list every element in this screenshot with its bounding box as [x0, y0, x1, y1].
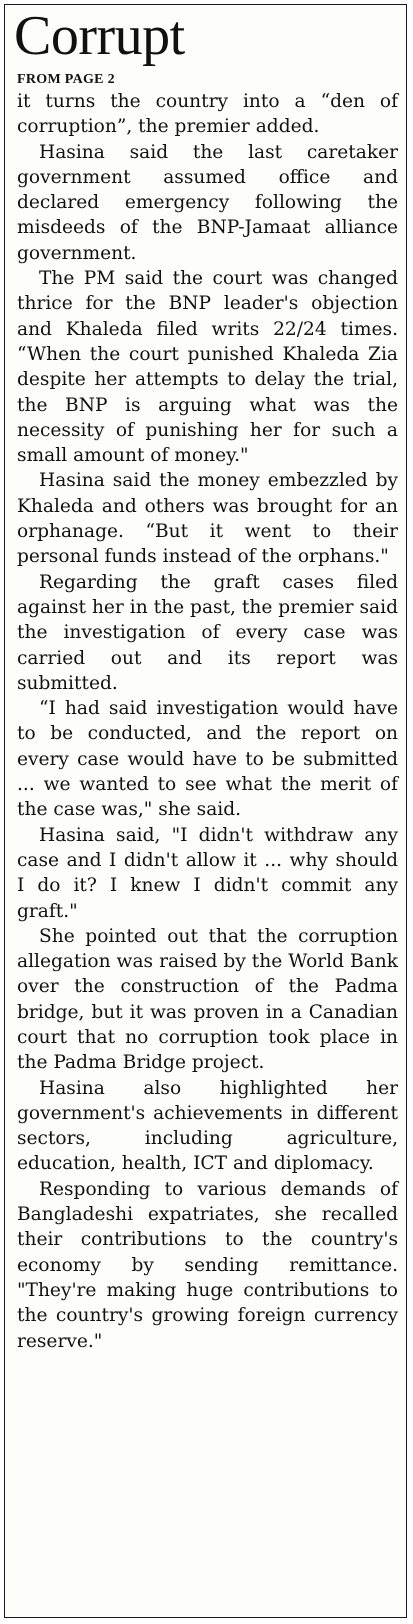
paragraph-1: it turns the country into a “den of corruption”, the premier added.: [17, 91, 398, 138]
headline: Corrupt: [14, 5, 185, 67]
paragraph-8: She pointed out that the corruption allegation was raised by the World Bank over the construction of the Padma bridge, but it was proven in a Canadian court that no corruption took place in the Padma Bridge project.: [17, 925, 398, 1074]
article-body: [5, 89, 406, 1354]
paragraph-5: Regarding the graft cases filed against her in the past, the premier said the investigation of every case was carried out and its report was submitted.: [17, 571, 398, 694]
paragraph-2: Hasina said the last caretaker government assumed office and declared emergency following the misdeeds of the BNP-Jamaat alliance government.: [17, 141, 398, 264]
paragraph-7: Hasina said, "I didn't withdraw any case and I didn't allow it ... why should I do it? I knew I didn't commit any graft.": [17, 824, 398, 922]
paragraph-6: “I had said investigation would have to be conducted, and the report on every case would have to be submitted ... we wanted to see what the merit of the case was," she said.: [17, 698, 398, 821]
paragraph-9: Hasina also highlighted her government's achievements in different sectors, including agriculture, education, health, ICT and diplomacy.: [17, 1077, 398, 1175]
jump-line: FROM PAGE 2: [17, 72, 115, 87]
paragraph-10: Responding to various demands of Bangladeshi expatriates, she recalled their contributions to the country's economy by sending remittance. "They're making huge contributions to the country's growing foreign currency reserve.": [17, 1178, 398, 1352]
paragraph-3: The PM said the court was changed thrice for the BNP leader's objection and Khaleda filed writs 22/24 times. “When the court punished Khaleda Zia despite her attempts to delay the trial, the BNP is arguing what was the necessity of punishing her for such a small amount of money.": [17, 268, 398, 467]
news-clipping: [4, 4, 407, 1618]
paragraph-4: Hasina said the money embezzled by Khaleda and others was brought for an orphanage. “But it went to their personal funds instead of the orphans.": [17, 470, 398, 568]
